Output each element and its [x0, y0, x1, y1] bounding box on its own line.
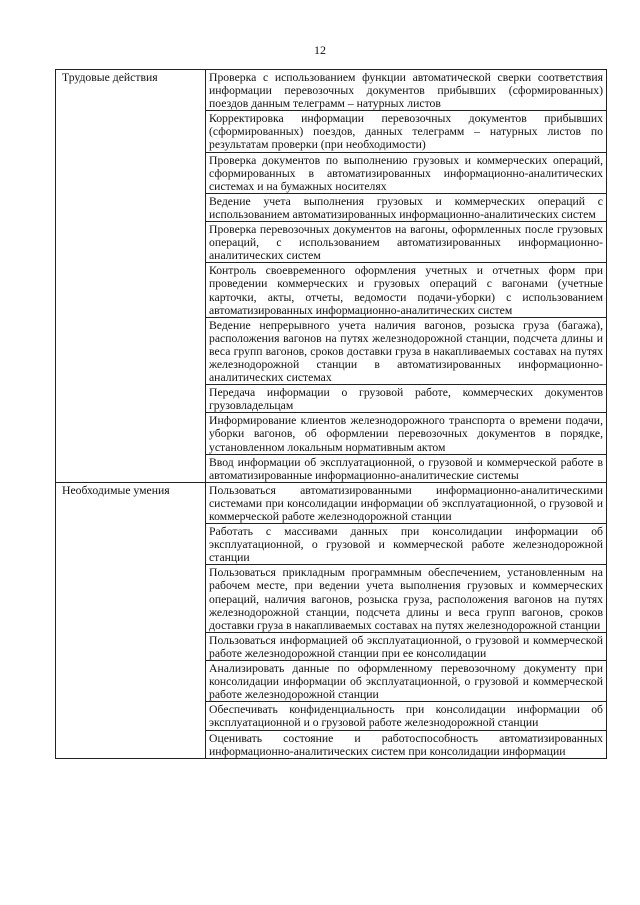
section-item: Ввод информации об эксплуатационной, о грузовой и коммерческой работе в автоматизированные информационно-аналитические системы [206, 454, 607, 482]
table-row [56, 482, 607, 523]
section-item: Оценивать состояние и работоспособность автоматизированных информационно-аналитических систем при консолидации информации [206, 730, 607, 758]
section-label: Необходимые умения [56, 482, 206, 758]
section-item: Работать с массивами данных при консолидации информации об эксплуатационной, о грузовой и коммерческой работе железнодорожной станции [206, 524, 607, 565]
section-item: Обеспечивать конфиденциальность при консолидации информации об эксплуатационной и о грузовой работе железнодорожной станции [206, 702, 607, 730]
table-body [56, 70, 607, 759]
section-item: Ведение непрерывного учета наличия вагонов, розыска груза (багажа), расположения вагонов на путях железнодорожной станции, подсчета длины и веса групп вагонов, сроков доставки груза в накапливаемых составах на путях железнодорожной станции в автоматизированных информационно-аналитических системах [206, 317, 607, 384]
section-item: Проверка документов по выполнению грузовых и коммерческих операций, сформированных в автоматизированных информационно-аналитических системах и на бумажных носителях [206, 152, 607, 193]
section-label: Трудовые действия [56, 70, 206, 483]
section-item: Передача информации о грузовой работе, коммерческих документов грузовладельцам [206, 385, 607, 413]
section-item: Проверка с использованием функции автоматической сверки соответствия информации перевозочных документов прибывших (сформированных) поездов данным телеграмм – натурных листов [206, 70, 607, 111]
page-number: 12 [314, 43, 326, 57]
section-item: Пользоваться информацией об эксплуатационной, о грузовой и коммерческой работе железнодорожной станции при ее консолидации [206, 632, 607, 660]
table-row [56, 70, 607, 111]
section-item: Пользоваться прикладным программным обеспечением, установленным на рабочем месте, при ведении учета выполнения грузовых и коммерческих операций, наличия вагонов, розыска груза, расположения вагонов на путях железнодорожной станции, подсчета длины и веса групп вагонов, сроков доставки груза в накапливаемых составах на путях железнодорожной станции [206, 565, 607, 632]
competency-table [55, 69, 607, 759]
section-item: Проверка перевозочных документов на вагоны, оформленных после грузовых операций, с использованием автоматизированных информационно-аналитических систем [206, 222, 607, 263]
section-item: Корректировка информации перевозочных документов прибывших (сформированных) поездов, данных телеграмм – натурных листов по результатам проверки (при необходимости) [206, 111, 607, 152]
section-item: Пользоваться автоматизированными информационно-аналитическими системами при консолидации информации об эксплуатационной, о грузовой и коммерческой работе железнодорожной станции [206, 482, 607, 523]
section-item: Контроль своевременного оформления учетных и отчетных форм при проведении коммерческих и грузовых операций с вагонами (учетные карточки, акты, отчеты, ведомости подачи-уборки) с использованием автоматизированных информационно-аналитических систем [206, 263, 607, 317]
section-item: Информирование клиентов железнодорожного транспорта о времени подачи, уборки вагонов, об оформлении перевозочных документов в порядке, установленном локальным нормативным актом [206, 413, 607, 454]
section-item: Ведение учета выполнения грузовых и коммерческих операций с использованием автоматизированных информационно-аналитических систем [206, 193, 607, 221]
section-item: Анализировать данные по оформленному перевозочному документу при консолидации информации об эксплуатационной, о грузовой и коммерческой работе железнодорожной станции [206, 661, 607, 702]
